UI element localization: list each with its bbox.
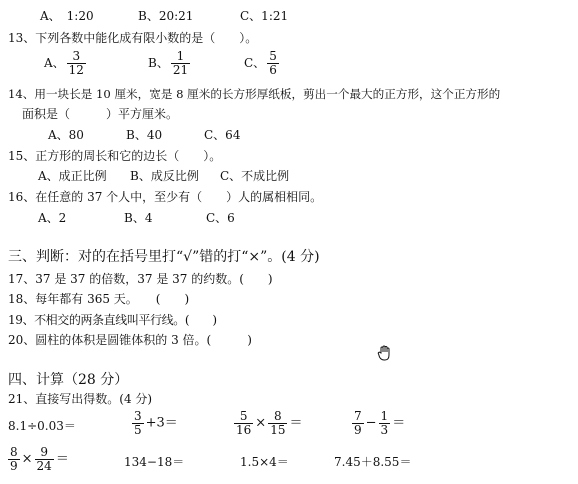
equals: ＝ [392,415,406,431]
q13-option-a-label: A、 [44,56,65,70]
denominator: 16 [236,423,252,437]
fraction-1 [352,410,364,437]
numerator: 5 [239,409,248,423]
q13-option-a [44,50,88,77]
numerator: 8 [10,445,18,459]
q16-text: 16、在任意的 37 个人中，至少有（ ）人的属相相同。 [8,190,323,204]
q15-text: 15、正方形的周长和它的边长（ ）。 [8,149,222,163]
q14-option-b: B、40 [126,128,163,142]
fraction-2 [379,410,391,437]
numerator: 8 [274,409,282,423]
operator: − [365,415,377,431]
denominator: 3 [380,423,389,437]
calc-2b: 134−18＝ [124,455,185,469]
equals: ＝ [289,415,303,431]
calc-1a: 8.1÷0.03＝ [8,419,76,433]
fraction-2 [35,446,54,473]
section3-title: 三、判断：对的在括号里打“√”错的打“×”。(4 分) [8,249,320,265]
q13-option-b-label: B、 [148,56,169,70]
q15-option-b: B、成反比例 [130,169,199,183]
calc-1b [130,410,178,437]
denominator: 5 [134,423,142,437]
q13-option-a-fraction [67,50,86,77]
fraction-1 [8,446,20,473]
numerator: 9 [40,445,48,459]
q13-text: 13、下列各数中能化成有限小数的是（ ）。 [8,31,258,45]
fraction-2 [268,410,287,437]
denominator: 24 [36,459,52,473]
q20-text: 20、圆柱的体积是圆锥体积的 3 倍。( ) [8,333,252,347]
q12-option-b: B、20:21 [138,9,194,23]
q13-option-b-fraction [171,50,190,77]
q16-option-a: A、2 [38,211,67,225]
denominator: 6 [269,63,277,77]
numerator: 3 [134,409,142,423]
q21-text: 21、直接写出得数。(4 分) [8,392,153,406]
q15-option-a: A、成正比例 [38,169,107,183]
expression-rest: +3＝ [145,415,178,431]
operator: × [255,415,267,431]
q13-option-c-fraction [267,50,279,77]
calc-1d [350,410,405,437]
q15-option-c: C、不成比例 [220,169,290,183]
q14-text-line2: 面积是（ ）平方厘米。 [22,107,179,121]
denominator: 12 [68,63,84,77]
calc-2c: 1.5×4＝ [240,455,289,469]
q13-option-c [244,50,281,77]
calc-2d: 7.45＋8.55＝ [334,455,412,469]
section4-title: 四、计算（28 分） [8,372,129,388]
calc-2a [6,446,69,473]
q14-text-line1: 14、用一块长是 10 厘米，宽是 8 厘米的长方形厚纸板，剪出一个最大的正方形，这个正方形的 [8,87,501,101]
fraction-1 [234,410,253,437]
denominator: 21 [172,63,189,77]
q13-option-b [148,50,192,77]
denominator: 15 [270,423,286,437]
q12-option-a: A、 1:20 [40,9,94,23]
numerator: 5 [269,49,277,63]
numerator: 1 [380,409,389,423]
denominator: 9 [10,459,18,473]
numerator: 3 [72,49,81,63]
numerator: 7 [354,409,362,423]
q14-option-a: A、80 [48,128,84,142]
q16-option-b: B、4 [124,211,153,225]
operator: × [21,451,33,467]
calc-1c [232,410,302,437]
q19-text: 19、不相交的两条直线叫平行线。( ) [8,313,217,327]
q14-option-c: C、64 [204,128,241,142]
q16-option-c: C、6 [206,211,235,225]
q12-option-c: C、1:21 [240,9,289,23]
equals: ＝ [55,451,69,467]
numerator: 1 [176,49,185,63]
hand-cursor-icon [376,344,394,362]
fraction [132,410,144,437]
q17-text: 17、37 是 37 的倍数，37 是 37 的约数。( ) [8,272,273,286]
q18-text: 18、每年都有 365 天。 ( ) [8,292,190,306]
denominator: 9 [354,423,362,437]
q13-option-c-label: C、 [244,56,266,70]
